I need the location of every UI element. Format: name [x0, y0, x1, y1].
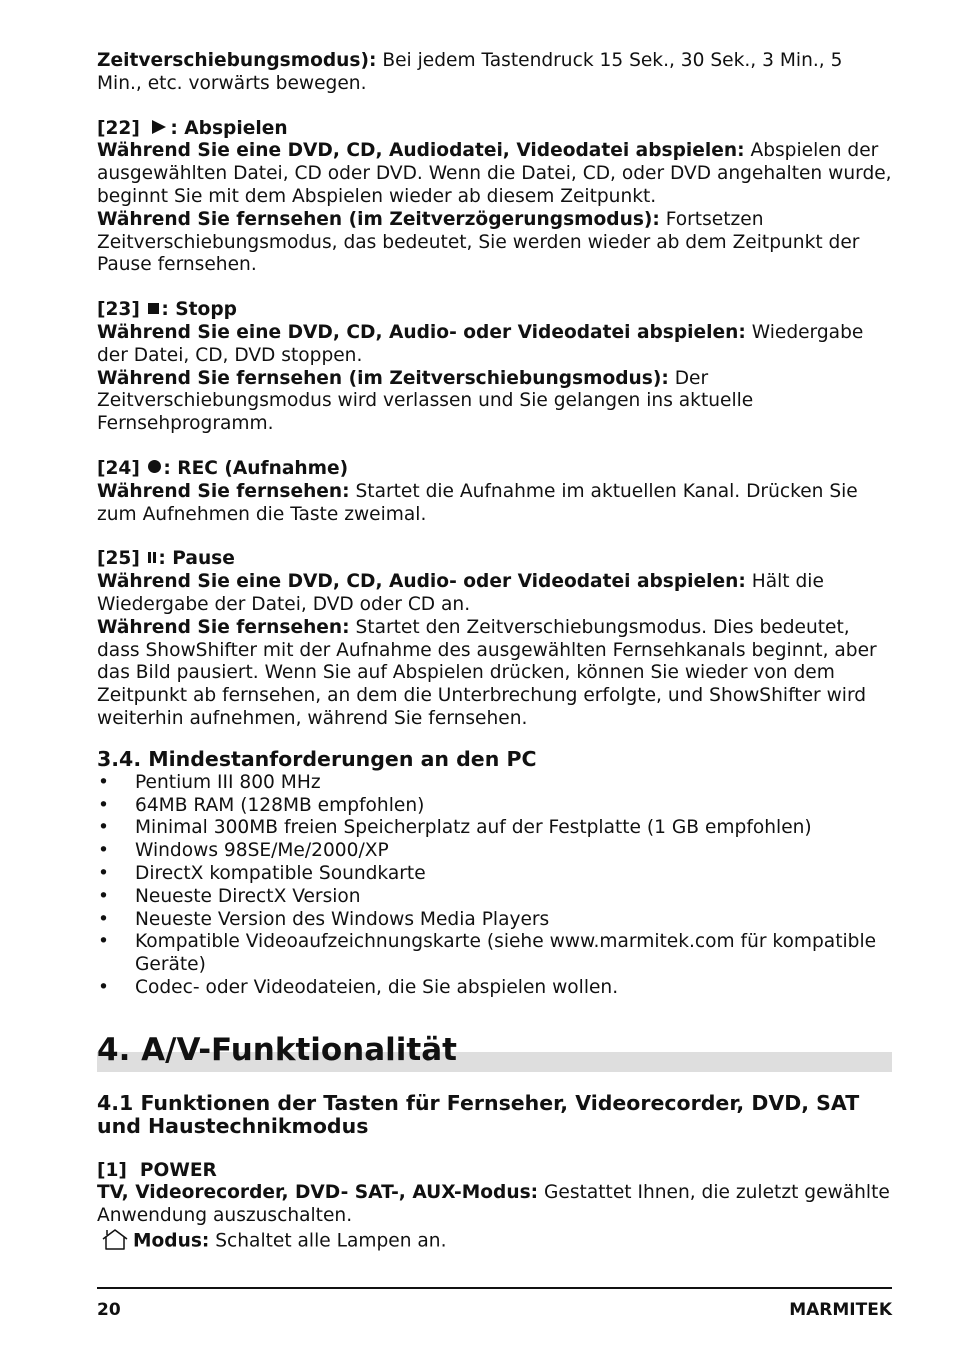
power-tv-entry: TV, Videorecorder, DVD- SAT-, AUX-Modus: Gestattet Ihnen, die zuletzt gewählte Anwendung auszuschalten.: [97, 1182, 890, 1227]
button-25-heading: [25] : Pause: [97, 548, 235, 570]
list-item: • 64MB RAM (128MB empfohlen): [97, 795, 892, 818]
list-item: • Neueste Version des Windows Media Players: [97, 909, 892, 932]
requirements-section: [97, 747, 892, 1000]
pause-icon: [147, 552, 157, 563]
button-22-entry-2: Während Sie fernsehen (im Zeitverzögerungsmodus): Fortsetzen Zeitverschiebungsmodus, das bedeutet, Sie werden wieder ab dem Zeitpunkt der Pause fernsehen.: [97, 208, 860, 276]
brand-name: MARMITEK: [789, 1300, 892, 1320]
button-24-heading: [24] : REC (Aufnahme): [97, 457, 349, 479]
list-item: • Neueste DirectX Version: [97, 886, 892, 909]
button-24-entry-1: Während Sie fernsehen: Startet die Aufnahme im aktuellen Kanal. Drücken Sie zum Aufnehmen die Taste zweimal.: [97, 480, 858, 525]
list-item: • Pentium III 800 MHz: [97, 772, 892, 795]
button-25-entry-2: Während Sie fernsehen: Startet den Zeitverschiebungsmodus. Dies bedeutet, dass ShowShifter mit der Aufnahme des ausgewählten Fernsehkanals beginnt, aber das Bild pausiert. Wenn Sie auf Abspielen drücken, können Sie wieder von dem Zeitpunkt ab fernsehen, an dem die Unterbrechung erfolgte, und ShowShifter wird weiterhin aufnehmen, während Sie fernsehen.: [97, 616, 877, 729]
list-item: • Windows 98SE/Me/2000/XP: [97, 840, 892, 863]
record-icon: [148, 460, 161, 473]
button-23-heading: [23] : Stopp: [97, 299, 237, 321]
house-icon: [101, 1228, 129, 1250]
button-22-heading: [22] : Abspielen: [97, 117, 288, 139]
intro-paragraph: Zeitverschiebungsmodus): Bei jedem Tastendruck 15 Sek., 30 Sek., 3 Min., 5 Min., etc. vorwärts bewegen.: [97, 50, 843, 94]
button-25-section: [97, 548, 892, 730]
list-item: • Kompatible Videoaufzeichnungskarte (siehe www.marmitek.com für kompatible Geräte): [97, 931, 892, 977]
requirements-heading: 3.4. Mindestanforderungen an den PC: [97, 746, 537, 771]
stop-icon: [148, 303, 159, 314]
chapter-title: 4. A/V-Funktionalität: [97, 1031, 457, 1068]
requirements-list: [97, 772, 892, 1000]
page-number: 20: [97, 1300, 121, 1320]
play-icon: [152, 120, 166, 134]
button-23-entry-1: Während Sie eine DVD, CD, Audio- oder Videodatei abspielen: Wiedergabe der Datei, CD, DVD stoppen.: [97, 321, 864, 366]
power-section: [97, 1160, 892, 1254]
button-24-section: [97, 458, 892, 526]
page-footer: [97, 1287, 892, 1320]
button-23-entry-2: Während Sie fernsehen (im Zeitverschiebungsmodus): Der Zeitverschiebungsmodus wird verlassen und Sie gelangen ins aktuelle Fernsehprogramm.: [97, 367, 754, 435]
list-item: • Minimal 300MB freien Speicherplatz auf der Festplatte (1 GB empfohlen): [97, 817, 892, 840]
document-page: [97, 50, 892, 1254]
button-23-section: [97, 299, 892, 436]
list-item: • DirectX kompatible Soundkarte: [97, 863, 892, 886]
button-25-entry-1: Während Sie eine DVD, CD, Audio- oder Videodatei abspielen: Hält die Wiedergabe der Datei, DVD oder CD an.: [97, 571, 824, 615]
chapter-heading-block: [97, 1032, 892, 1068]
button-22-entry-1: Während Sie eine DVD, CD, Audiodatei, Videodatei abspielen: Abspielen der ausgewählten Datei, CD oder DVD. Wenn die Datei, CD, oder DVD angehalten wurde, beginnt Sie mit dem Abspielen wieder ab diesem Zeitpunkt.: [97, 140, 892, 207]
power-heading: [1] POWER: [97, 1159, 217, 1181]
section-title: 4.1 Funktionen der Tasten für Fernseher, Videorecorder, DVD, SAT und Haustechnikmodus: [97, 1090, 860, 1138]
button-22-section: [97, 118, 892, 278]
list-item: • Codec- oder Videodateien, die Sie abspielen wollen.: [97, 977, 892, 1000]
power-home-entry: Modus: Schaltet alle Lampen an.: [97, 1228, 892, 1254]
